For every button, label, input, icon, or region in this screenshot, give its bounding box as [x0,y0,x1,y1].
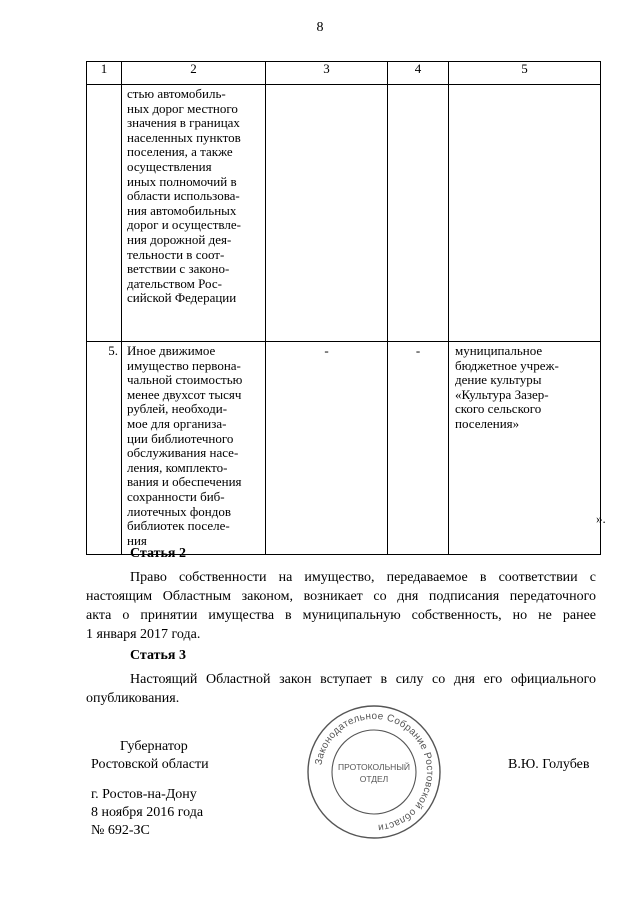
table-header-cell: 1 [87,62,122,85]
governor-region: Ростовской области [91,757,209,772]
article-3-title: Статья 3 [130,648,186,663]
law-number: № 692-ЗС [91,823,150,838]
description-line: ных дорог местного [127,100,238,116]
organization-line: поселения» [455,415,520,431]
table-row [87,85,601,342]
description-line: чальной стоимостью [127,372,243,388]
table-header-cell: 5 [449,62,601,85]
table-header-cell: 3 [266,62,388,85]
article-2-line: настоящим Областным законом, возникает со дня подписания передаточного [86,589,596,604]
description-line: осуществления [127,158,212,174]
description-line: дорог и осуществле- [127,217,241,233]
description-line: вания и обеспечения [127,474,242,490]
stamp-ring-text: Законодательное Собрание Ростовской области [313,710,436,833]
closing-quote: ». [596,511,606,526]
article-3-line: опубликования. [86,691,180,706]
description-line: ления, комплекто- [127,459,228,475]
article-2-title: Статья 2 [130,546,186,561]
description-line: сийской Федерации [127,290,237,306]
description-line: дательством Рос- [127,275,222,291]
description-line: мое для организа- [127,415,227,431]
article-2-line: Право собственности на имущество, передаваемое в соответствии с [130,570,596,585]
description-line: рублей, необходи- [127,401,228,417]
property-table [86,61,601,555]
description-line: ции библиотечного [127,430,234,446]
description-line: ния [127,532,147,548]
protocol-department-stamp [304,702,444,842]
signing-city: г. Ростов-на-Дону [91,787,197,802]
description-line: стью автомобиль- [127,86,226,101]
organization-line: дение культуры [455,372,542,388]
description-line: менее двухсот тысяч [127,386,242,402]
row-number-cell [87,85,122,342]
description-line: области использова- [127,188,240,204]
table-cell [388,85,449,342]
description-line: имущество первона- [127,357,241,373]
description-line: библиотек поселе- [127,518,230,534]
governor-title: Губернатор [120,739,188,754]
description-line: ветствии с законо- [127,261,230,277]
organization-cell [449,342,601,555]
stamp-center-line2: ОТДЕЛ [359,774,389,784]
article-2-line: 1 января 2017 года. [86,627,201,642]
description-line: поселения, а также [127,144,233,160]
article-2-line: акта о принятии имущества в муниципальную собственность, но не ранее [86,608,596,623]
description-cell [122,342,266,555]
organization-line: «Культура Зазер- [455,386,549,402]
table-header-row [87,62,601,85]
organization-cell [449,85,601,342]
table-cell: - [388,342,449,555]
description-line: сохранности биб- [127,488,225,504]
organization-line: муниципальное [455,343,543,358]
stamp-center-line1: ПРОТОКОЛЬНЫЙ [338,762,410,772]
description-line: тельности в соот- [127,246,225,262]
table-cell [266,85,388,342]
organization-line: ского сельского [455,401,542,417]
organization-line: бюджетное учреж- [455,357,559,373]
row-number-cell: 5. [87,342,122,555]
governor-name: В.Ю. Голубев [508,757,590,772]
description-line: значения в границах [127,115,240,131]
description-line: населенных пунктов [127,129,241,145]
description-line: ния дорожной дея- [127,231,232,247]
table-row [87,342,601,555]
description-line: ния автомобильных [127,202,237,218]
description-line: обслуживания насе- [127,445,239,461]
table-header-cell: 4 [388,62,449,85]
description-cell [122,85,266,342]
table-cell: - [266,342,388,555]
article-3-line: Настоящий Областной закон вступает в силу со дня его официального [130,672,596,687]
article-2-text [86,568,596,644]
signing-date: 8 ноября 2016 года [91,805,204,820]
description-line: Иное движимое [127,343,216,358]
description-line: лиотечных фондов [127,503,232,519]
description-line: иных полномочий в [127,173,237,189]
page-number: 8 [316,20,324,35]
table-header-cell: 2 [122,62,266,85]
